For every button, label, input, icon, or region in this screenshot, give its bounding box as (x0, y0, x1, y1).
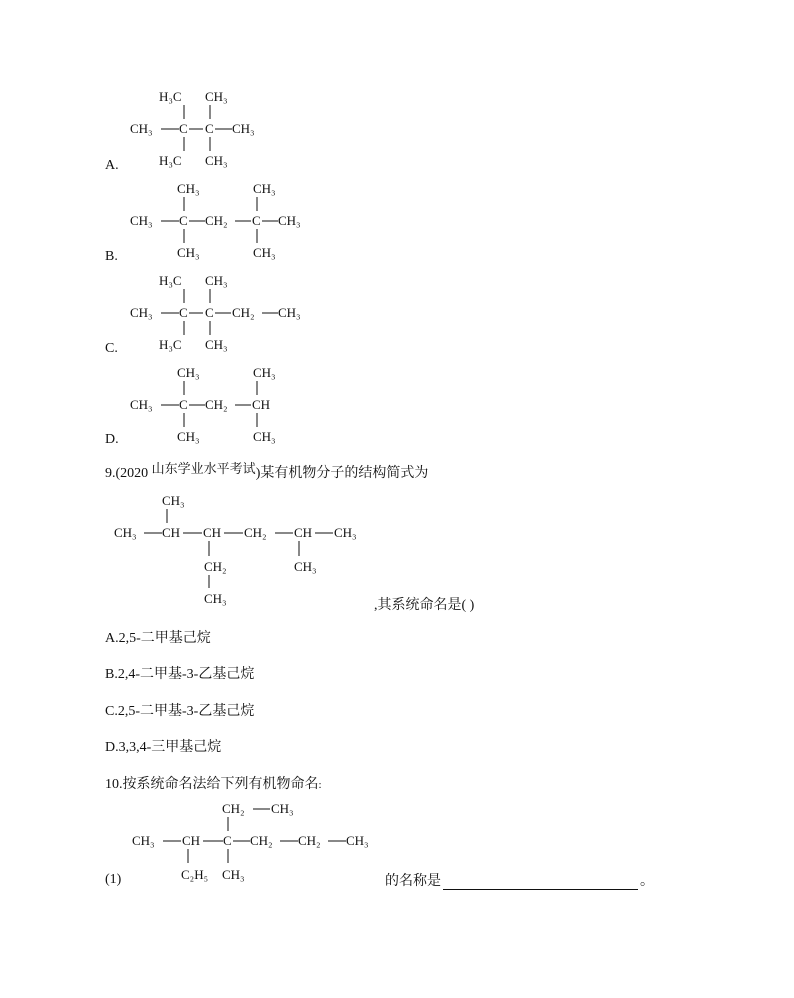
choice-text: 三甲基己烷 (151, 740, 222, 755)
chem-label: CH₃ (278, 305, 301, 320)
chem-label: C (205, 121, 214, 136)
chem-label: CH₃ (205, 273, 228, 288)
chem-label: CH₂ (222, 801, 245, 816)
chem-label: C₂H₅ (181, 867, 209, 882)
question-10-sub1-label: (1) (105, 872, 122, 887)
structure-a (125, 84, 275, 174)
chem-label: CH₃ (177, 181, 200, 196)
chem-label: CH₃ (130, 305, 153, 320)
choice-num: -3- (182, 704, 199, 719)
chem-label: C (179, 121, 188, 136)
chem-label: CH (252, 397, 271, 412)
answer-suffix: 。 (640, 874, 654, 889)
chem-label: CH₃ (253, 365, 276, 380)
question-9-number: 9.(2020 (105, 466, 152, 481)
chem-label: CH₃ (204, 591, 227, 606)
structure-b (125, 176, 325, 266)
chem-label: CH₃ (162, 493, 185, 508)
structure-c (125, 268, 325, 358)
chem-label: CH₃ (130, 213, 153, 228)
question-9-tail: ,其系统命名是( ) (374, 598, 475, 613)
choice-text-2: 乙基己烷 (198, 667, 255, 682)
chem-label: C (252, 213, 261, 228)
chem-label: H₃C (159, 273, 182, 288)
question-10-stem (105, 773, 322, 793)
chem-label: CH (182, 833, 201, 848)
chem-label: H₃C (159, 89, 182, 104)
chem-label: CH₃ (334, 525, 357, 540)
question-10-colon: : (318, 779, 322, 791)
chem-label: CH₃ (278, 213, 301, 228)
chem-label: CH (162, 525, 181, 540)
choice-letter: C.2,5- (105, 704, 140, 719)
option-b: B. (105, 249, 118, 264)
structure-d (125, 360, 325, 450)
chem-label: CH₃ (177, 429, 200, 444)
chem-label: H₃C (159, 153, 182, 168)
chem-label: CH₂ (205, 213, 228, 228)
chem-label: CH₃ (205, 153, 228, 168)
chem-label: C (179, 305, 188, 320)
choice-num: -3- (182, 667, 199, 682)
answer-prefix: 的名称是 (385, 874, 441, 889)
choice-letter: A.2,5- (105, 631, 141, 646)
chem-label: CH₃ (177, 365, 200, 380)
choice-text: 二甲基己烷 (140, 631, 211, 646)
choice-b[interactable] (105, 663, 254, 683)
option-c: C. (105, 341, 118, 356)
question-9-text: )某有机物分子的结构简式为 (255, 466, 429, 481)
chem-label: CH₂ (232, 305, 255, 320)
chem-label: C (179, 213, 188, 228)
chem-label: CH₃ (222, 867, 245, 882)
question-9-source: 山东学业水平考试 (151, 462, 256, 477)
chem-label: CH₃ (232, 121, 255, 136)
chem-label: CH₂ (204, 559, 227, 574)
chem-label: CH₃ (130, 397, 153, 412)
chem-label: CH₃ (253, 429, 276, 444)
choice-text: 二甲基 (140, 704, 182, 719)
chem-label: C (179, 397, 188, 412)
chem-label: CH₂ (205, 397, 228, 412)
chem-label: CH₃ (114, 525, 137, 540)
chem-label: CH₃ (177, 245, 200, 260)
chem-label: CH₃ (132, 833, 155, 848)
choice-d[interactable] (105, 736, 221, 756)
chem-label: C (223, 833, 232, 848)
question-10-structure (128, 798, 388, 888)
chem-label: CH₂ (298, 833, 321, 848)
chem-label: CH₃ (205, 89, 228, 104)
choice-c[interactable] (105, 700, 254, 720)
choice-text: 二甲基 (140, 667, 182, 682)
answer-blank[interactable] (443, 875, 638, 890)
chem-label: CH₃ (205, 337, 228, 352)
question-10-sub1-answer (385, 870, 654, 890)
question-10-text: 10.按系统命名法给下列有机物命名 (105, 777, 319, 792)
chem-label: CH (203, 525, 222, 540)
chem-label: CH₃ (346, 833, 369, 848)
chem-label: CH₃ (253, 181, 276, 196)
choice-letter: B.2,4- (105, 667, 140, 682)
chem-label: CH₃ (130, 121, 153, 136)
choice-letter: D.3,3,4- (105, 740, 152, 755)
chem-label: C (205, 305, 214, 320)
chem-label: CH₂ (244, 525, 267, 540)
chem-label: CH₂ (250, 833, 273, 848)
chem-label: CH₃ (294, 559, 317, 574)
option-a: A. (105, 158, 119, 173)
choice-text-2: 乙基己烷 (198, 704, 255, 719)
chem-label: CH (294, 525, 313, 540)
option-d: D. (105, 432, 119, 447)
chem-label: CH₃ (271, 801, 294, 816)
question-9-structure (110, 490, 380, 610)
chem-label: H₃C (159, 337, 182, 352)
question-9-stem (105, 462, 428, 482)
chem-label: CH₃ (253, 245, 276, 260)
choice-a[interactable] (105, 627, 211, 647)
